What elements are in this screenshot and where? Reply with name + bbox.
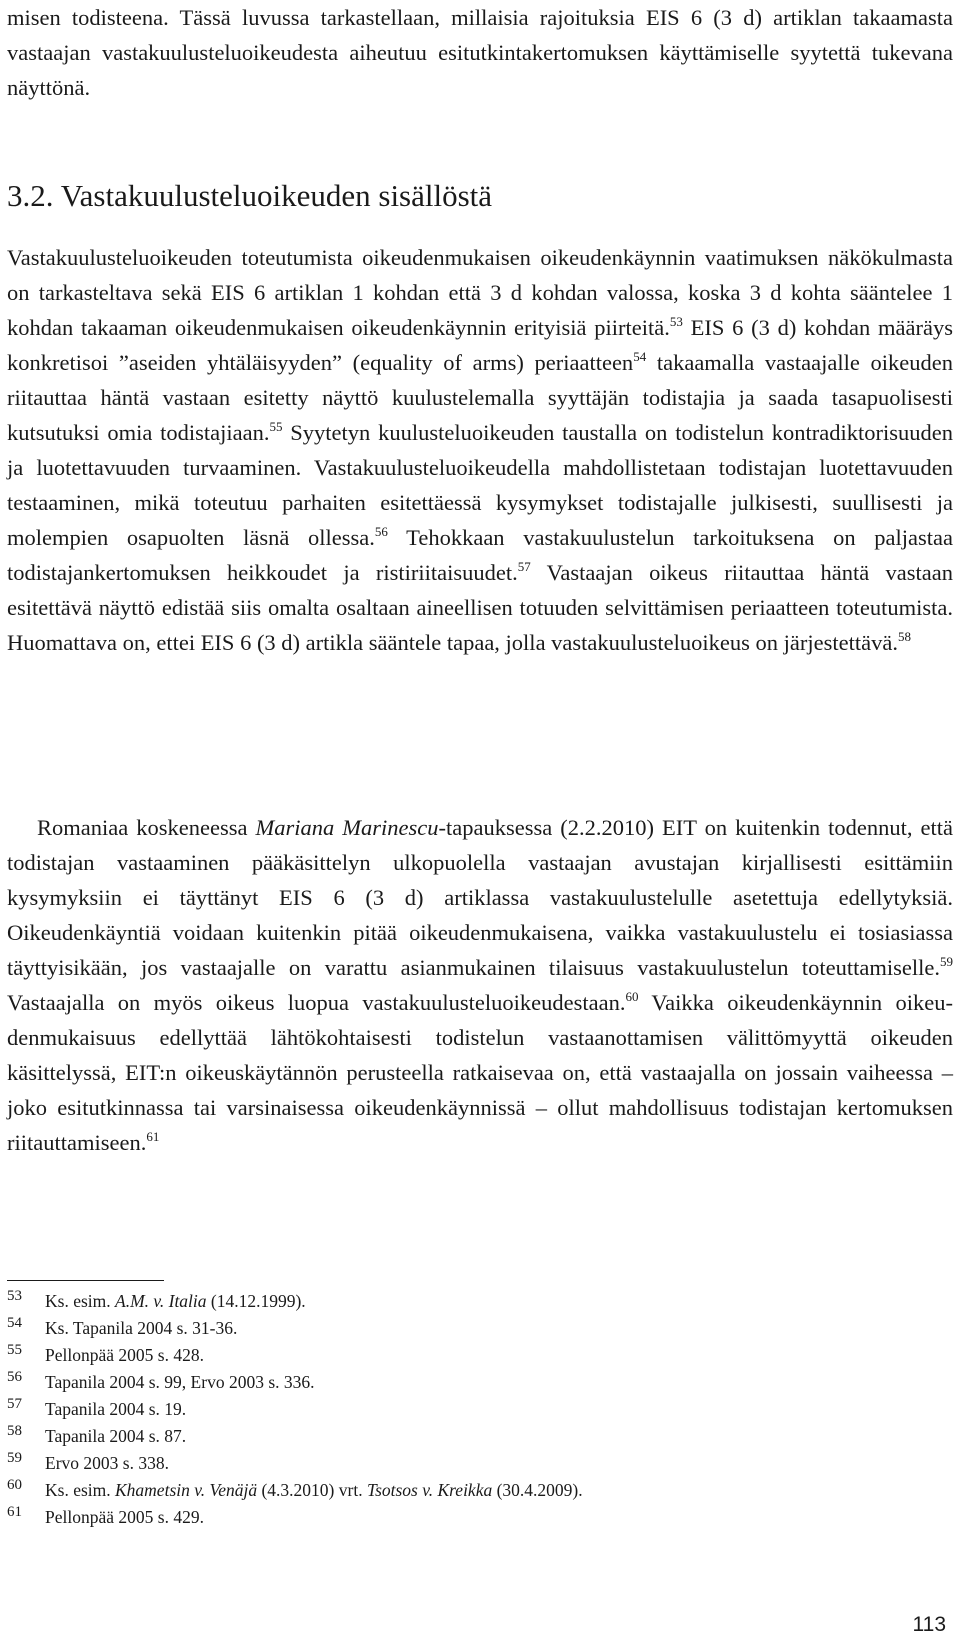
text-run: (30.4.2009). [492,1480,583,1500]
text-run: Ks. Tapanila 2004 s. 31-36. [45,1318,238,1338]
text-run: Ervo 2003 s. 338. [45,1453,169,1473]
text-run: Tapanila 2004 s. 99, Ervo 2003 s. 336. [45,1372,315,1392]
footnote-ref-57[interactable]: 57 [517,559,531,574]
text-run: Vastaajalla on myös oikeus luopua vastakuulusteluoikeudestaan. [7,990,626,1015]
footnote-text [45,1369,315,1396]
text-run: Tapanila 2004 s. 19. [45,1399,187,1419]
text-run: takaamalla vastaajalle oikeuden riitauttaa häntä vastaan esitetty näyttö kuulustelemalla syyttäjän todistajia ja saada tasapuolisesti kutsutuksi omia todistajiaan. [7,350,953,445]
footnote-number: 54 [7,1315,22,1331]
footnote-ref-58[interactable]: 58 [897,629,911,644]
footnote-ref-56[interactable]: 56 [374,524,388,539]
case-name: A.M. v. Italia [115,1291,207,1311]
text-run: (14.12.1999). [206,1291,306,1311]
text-run: EIS 6 (3 d) kohdan määräys konkretisoi ”aseiden yhtäläisyyden” (equality of arms) periaatteen [7,315,953,375]
text-run: Ks. esim. [45,1480,115,1500]
footnote-number: 57 [7,1396,22,1412]
footnote-number: 55 [7,1342,22,1358]
footnote-text [45,1288,306,1315]
case-name: Tsotsos v. Kreikka [366,1480,493,1500]
footnote-number: 61 [7,1504,22,1520]
footnote-58 [7,1423,907,1450]
footnotes-list [7,1288,907,1531]
footnote-59 [7,1450,907,1477]
text-run: Vaikka oikeudenkäynnin oikeudenmukaisuus edellyttää lähtökohtaisesti todistelun vastaanottamisen välittömyyttä oikeuden käsittelyssä, EIT:n oikeuskäytännön perusteella ratkaisevaa on, että vastaajalla on jossain vaiheessa – joko esitutkinnassa tai varsinaisessa oikeudenkäynnissä – ollut mahdollisuus todistajan kertomuksen riitauttamiseen. [7,990,953,1155]
text-run: Romaniaa koskeneessa [37,815,256,840]
footnote-53 [7,1288,907,1315]
body-paragraph-2 [7,810,953,1160]
footnote-ref-59[interactable]: 59 [940,954,953,969]
text-run: Ks. esim. [45,1291,115,1311]
section-heading: 3.2. Vastakuulusteluoikeuden sisällöstä [7,178,493,213]
text-run: Vastakuulusteluoikeuden toteutumista oikeudenmukaisen oikeudenkäynnin vaatimuksen näkökulmasta on tarkasteltava sekä EIS 6 artiklan 1 kohdan että 3 d kohdan valossa, koska 3 d kohta sääntelee 1 kohdan takaaman oikeudenmukaisen oikeudenkäynnin erityisiä piirteitä. [7,245,953,340]
text-run: Vastaajan oikeus riitauttaa häntä vastaan esitettävä näyttö edistää siis omalta osaltaan aineellisen totuuden selvittämisen periaatteen toteutumista. Huomattava on, ettei EIS 6 (3 d) artikla sääntele tapaa, jolla vastakuulusteluoikeus on järjestettävä. [7,560,954,655]
intro-paragraph: misen todisteena. Tässä luvussa tarkastellaan, millaisia rajoituksia EIS 6 (3 d) artiklan takaamasta vastaajan vastakuulusteluoikeudesta aiheutuu esitutkintakertomuksen käyttämiselle syytettä tukevana näyttönä. [7,5,953,100]
footnote-ref-54[interactable]: 54 [633,349,647,364]
body-paragraph-1 [7,240,953,660]
text-run: Pellonpää 2005 s. 429. [45,1507,204,1527]
footnote-56 [7,1369,907,1396]
text-run: -tapauksessa (2.2.2010) EIT on kuitenkin todennut, että todistajan vastaaminen pääkäsittelyn ulkopuolella vastaajan avustajan kirjallisesti esittämiin kysymyksiin ei täyttänyt EIS 6 (3 d) artiklassa vastakuulustelulle asetettuja edellytyksiä. Oikeudenkäyntiä voidaan kuitenkin pitää oikeudenmukaisena, vaikka vastakuulustelu ei tosiasiassa täyttyisikään, jos vastaajalle on varattu asianmukainen tilaisuus vastakuulustelun toteuttamiselle. [7,815,953,980]
footnote-54 [7,1315,907,1342]
page-number: 113 [912,1613,946,1636]
footnote-number: 56 [7,1369,22,1385]
footnote-ref-53[interactable]: 53 [669,314,683,329]
footnote-text [45,1423,186,1450]
footnote-number: 59 [7,1450,22,1466]
text-run: Syytetyn kuulusteluoikeuden taustalla on todistelun kontradiktorisuuden ja luotettavuuden turvaaminen. Vastakuulusteluoikeudella mahdollistetaan todistajan luotettavuuden testaaminen, mikä toteutuu parhaiten esitettäessä kysymykset todistajalle julkisesti, suullisesti ja molempien osapuolten läsnä ollessa. [7,420,953,550]
footnote-separator [7,1280,164,1281]
footnote-text [45,1396,186,1423]
case-name: Khametsin v. Venäjä [115,1480,258,1500]
footnote-60 [7,1477,907,1504]
footnote-text [45,1504,204,1531]
footnote-text [45,1477,583,1504]
text-run: (4.3.2010) vrt. [257,1480,367,1500]
case-name: Mariana Marinescu [255,815,439,840]
footnote-number: 58 [7,1423,22,1439]
text-run: Tapanila 2004 s. 87. [45,1426,187,1446]
footnote-ref-55[interactable]: 55 [269,419,283,434]
footnote-number: 53 [7,1288,22,1304]
footnote-55 [7,1342,907,1369]
footnote-57 [7,1396,907,1423]
footnote-61 [7,1504,907,1531]
footnote-number: 60 [7,1477,22,1493]
footnote-text [45,1342,204,1369]
footnote-text [45,1450,169,1477]
footnote-ref-61[interactable]: 61 [146,1129,160,1144]
footnote-text [45,1315,237,1342]
footnote-ref-60[interactable]: 60 [625,989,639,1004]
text-run: Tehokkaan vastakuulustelun tarkoituksena on paljastaa todistajankertomuksen heikkoudet ja ristiriitaisuudet. [7,525,953,585]
text-run: Pellonpää 2005 s. 428. [45,1345,204,1365]
